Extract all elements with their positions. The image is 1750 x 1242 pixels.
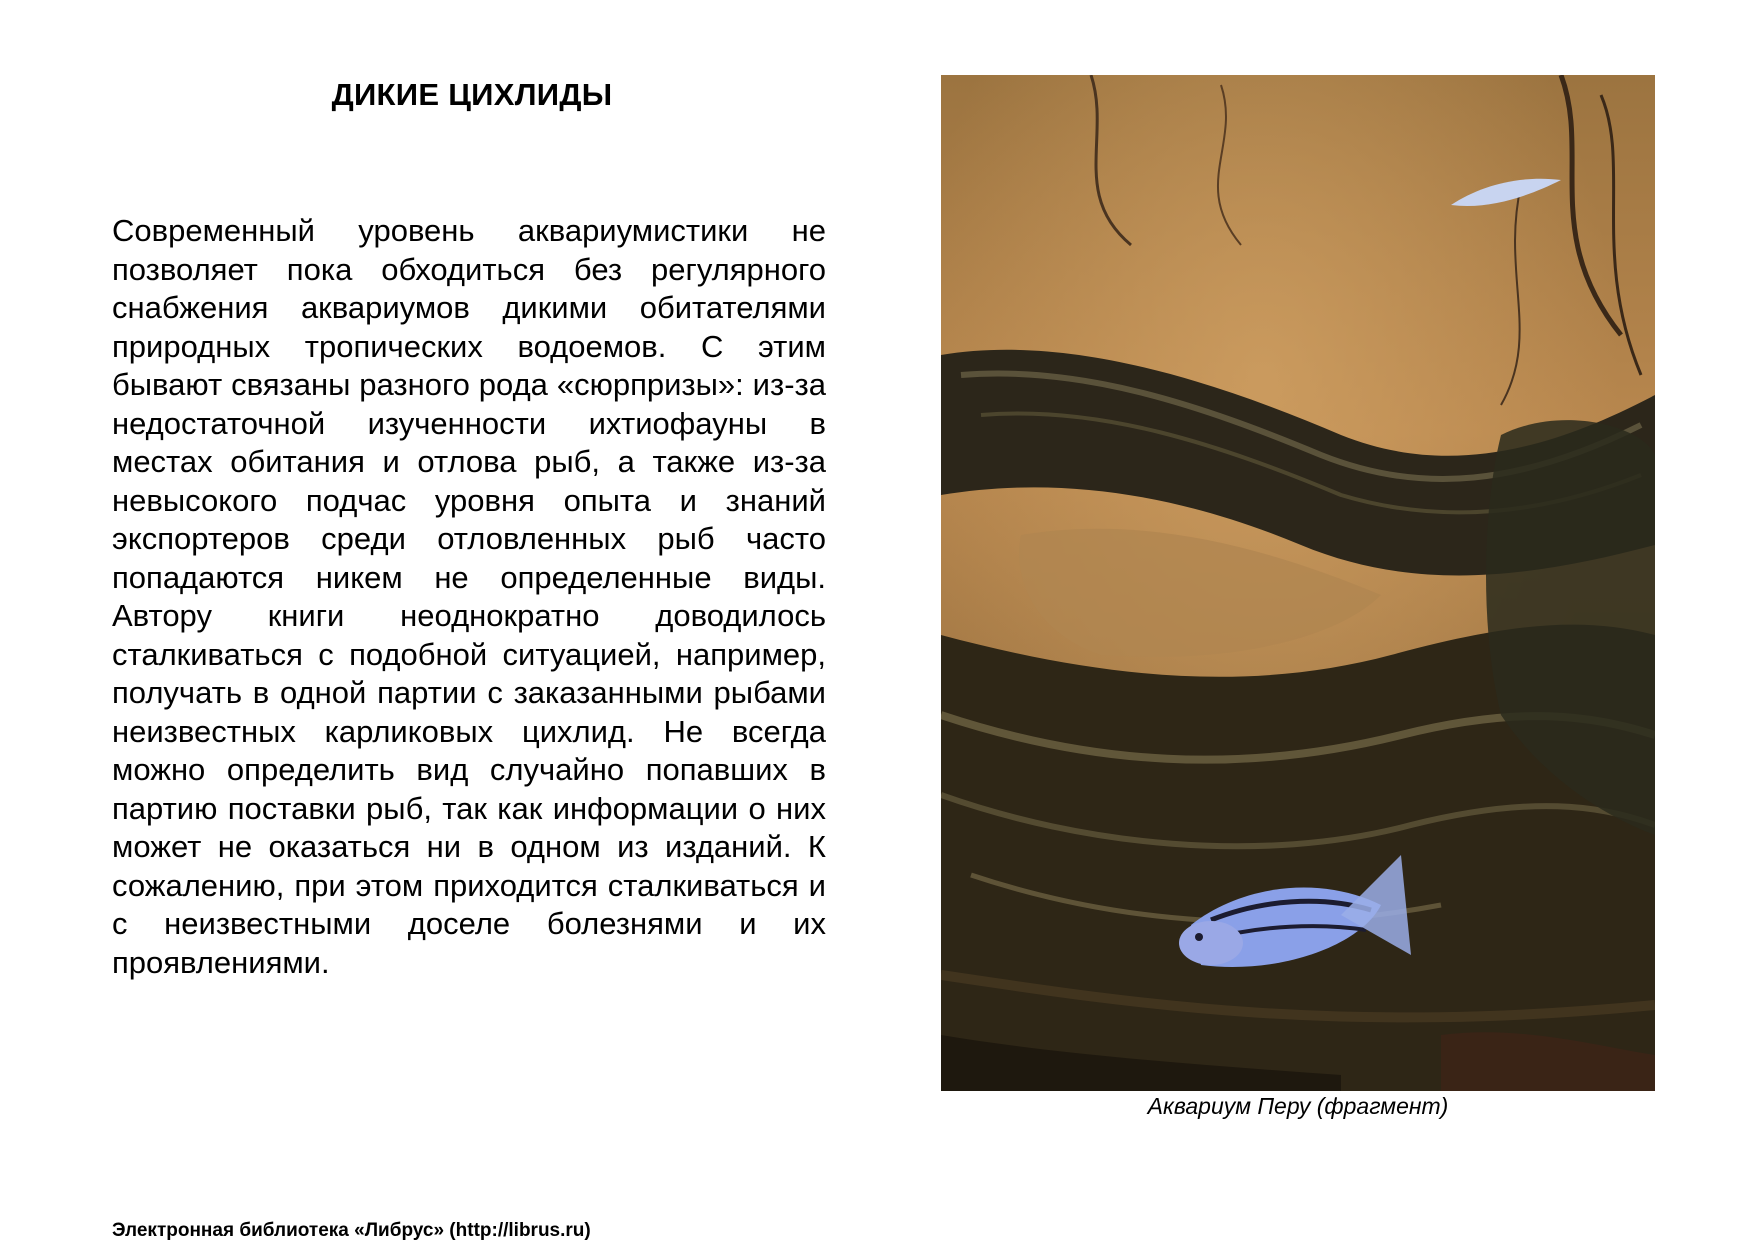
aquarium-photo-illustration (941, 75, 1655, 1091)
body-paragraph: Современный уровень аквариумистики не позволяет пока обходиться без регулярного снабжения аквариумов дикими обитателями природных тропических водоемов. С этим бывают связаны разного рода «сюрпризы»: из-за недостаточной изученности ихтиофауны в местах обитания и отлова рыб, а также из-за невысокого подчас уровня опыта и знаний экспортеров среди отловленных рыб часто попадаются никем не определенные виды. Автору книги неоднократно доводилось сталкиваться с подобной ситуацией, например, получать в одной партии с заказанными рыбами неизвестных карликовых цихлид. Не всегда можно определить вид случайно попавших в партию поставки рыб, так как информации о них может не оказаться ни в одном из изданий. К сожалению, при этом приходится сталкиваться и с неизвестными доселе болезнями и их проявлениями. (112, 213, 826, 980)
photo-caption: Аквариум Перу (фрагмент) (1147, 1093, 1449, 1119)
page-title: ДИКИЕ ЦИХЛИДЫ (331, 77, 613, 112)
footer-credit: Электронная библиотека «Либрус» (http://librus.ru) (112, 1220, 591, 1241)
aquarium-photo (941, 75, 1655, 1091)
